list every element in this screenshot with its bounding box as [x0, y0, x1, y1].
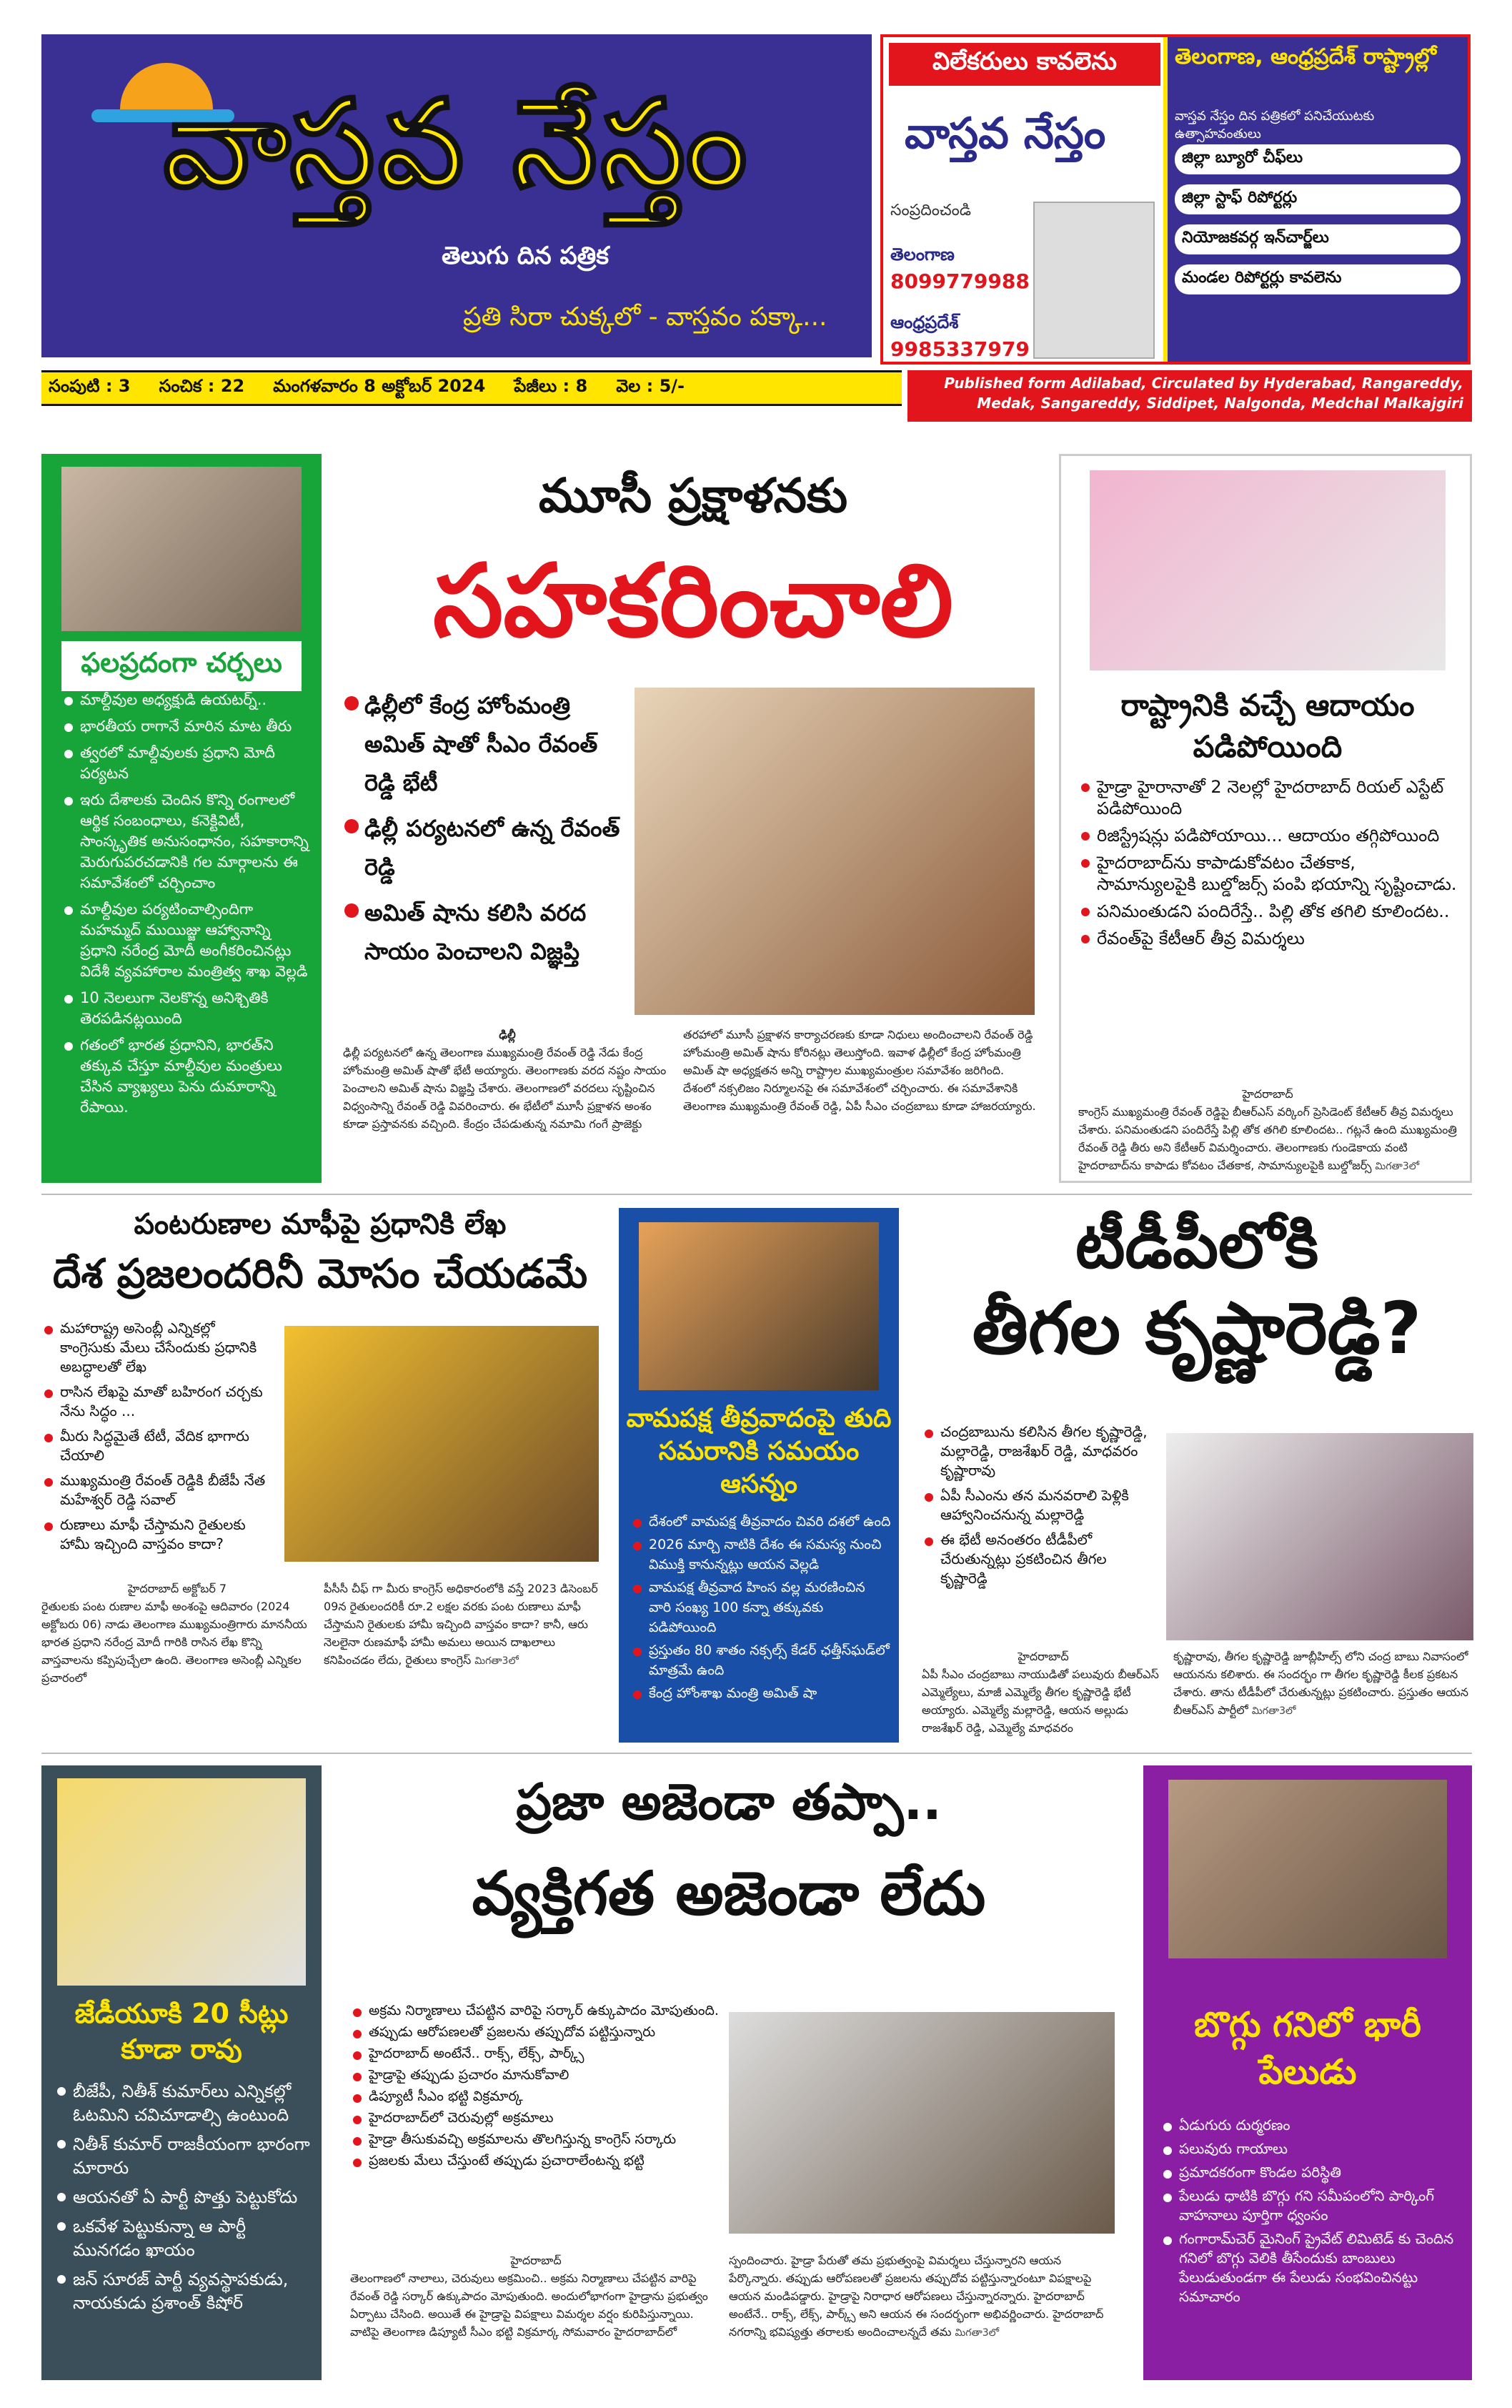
- newspaper-subtitle: తెలుగు దిన పత్రిక: [442, 242, 609, 270]
- prashant-kishor-photo: [57, 1778, 306, 1986]
- list-item: ఢిల్లీ పర్యటనలో ఉన్న రేవంత్ రెడ్డి: [343, 809, 629, 886]
- ad-header: విలేకరులు కావలెను: [889, 43, 1160, 86]
- body-text: రైతులకు పంట రుణాల మాఫీ అంశంపై ఆదివారం (2024 అక్టోబరు 06) నాడు తెలంగాణ ముఖ్యమంత్రిగారు మాననీయ భారత ప్రధాని నరేంద్ర మోదీ గారికి రాసిన లేఖ కొన్ని వాస్తవాలను కప్పిపుచ్చేలా ఉంది. తెలంగాణ అసెంబ్లీ ఎన్నికల ప్రచారంలో: [41, 1600, 307, 1685]
- list-item: హైడ్రా తీసుకువచ్చి అక్రమాలను తొలగిస్తున్న కాంగ్రెస్ సర్కారు: [350, 2130, 722, 2149]
- list-item: తప్పుడు ఆరోపణలతో ప్రజలను తప్పుదోవ పట్టిస్తున్నారు: [350, 2023, 722, 2041]
- list-item: జిల్లా బ్యూరో చీఫ్‌లు: [1175, 144, 1461, 174]
- story-body-col2: [324, 1580, 599, 1670]
- dateline: హైదరాబాద్: [510, 2254, 562, 2267]
- bhatti-kicker: ప్రజా అజెండా తప్పా..: [516, 1773, 942, 1831]
- story-title: రాష్ట్రానికి వచ్చే ఆదాయం పడిపోయింది: [1120, 688, 1415, 764]
- ktr-story-box: [1059, 454, 1472, 1183]
- list-item: త్వరలో మాల్దీవులకు ప్రధాని మోదీ పర్యటన: [61, 743, 309, 784]
- story-bullets: [630, 1512, 891, 1706]
- list-item: గంగారామ్‌చెర్ మైనింగ్ ప్రైవేట్ లిమిటెడ్ కు చెందిన గనిలో బొగ్గు వెలికి తీసేందుకు బాంబులు పేలుడుతుండగా ఈ పేలుడు సంభవించినట్టు సమాచారం: [1160, 2229, 1461, 2307]
- list-item: ముఖ్యమంత్రి రేవంత్ రెడ్డికి బీజేపీ నేత మహేశ్వర్ రెడ్డి సవాల్: [41, 1471, 270, 1510]
- list-item: ఇరు దేశాలకు చెందిన కొన్ని రంగాలలో ఆర్థిక సంబంధాలు, కనెక్టివిటీ, సాంస్కృతిక అనుసంధానం, సహకారాన్ని మెరుగుపరచడానికి గల మార్గాలను ఈ సమావేశంలో చర్చించాం: [61, 790, 309, 893]
- list-item: రాసిన లేఖపై మాతో బహిరంగ చర్చకు నేను సిద్ధం ...: [41, 1382, 270, 1421]
- list-item: ప్రజలకు మేలు చేస్తుంటే తప్పుడు ప్రచారాలేంటన్న భట్టి: [350, 2151, 722, 2170]
- list-item: హైడ్రా హైరానాతో 2 నెలల్లో హైదరాబాద్ రియల్ ఎస్టేట్ పడిపోయింది: [1078, 776, 1457, 819]
- list-item: భారతీయ రాగానే మారిన మాట తీరు: [61, 716, 309, 737]
- ad-telangana-label: తెలంగాణ: [890, 244, 955, 264]
- issue-info-bar: [41, 370, 902, 406]
- maheshwar-reddy-photo: [284, 1326, 599, 1562]
- pages: పేజీలు : 8: [514, 376, 588, 396]
- story-title: జేడీయూకి 20 సీట్లు కూడా రావు: [74, 1998, 289, 2065]
- story-bullets: [1160, 2116, 1461, 2311]
- list-item: హైదరాబాద్‌లో చెరువుల్లో అక్రమాలు: [350, 2109, 722, 2127]
- story-body-col2: [729, 2251, 1115, 2342]
- lead-headline: సహకరించాలి: [432, 543, 953, 660]
- list-item: నితీశ్ కుమార్ రాజకీయంగా భారంగా మారారు: [54, 2133, 312, 2180]
- body-text: పీసీసీ చీఫ్ గా మీరు కాంగ్రెస్ అధికారంలోకి వస్తే 2023 డిసెంబర్ 09న రైతులందరికీ రూ.2 లక్షల వరకు పంట రుణాలు మాఫీ చేస్తామని రైతులకు హామీ ఇచ్చింది వాస్తవం కాదా? కానీ, ఆరు నెలలైనా రుణమాఫీ హామీ అమలు అయిన దాఖలాలు కనిపించడం లేదు, రైతులు కాంగ్రెస్: [324, 1582, 598, 1667]
- story-bullets: [41, 1319, 270, 1560]
- revanth-amitshah-photo: [635, 688, 1035, 1015]
- body-text: ఏపీ సీఎం చంద్రబాబు నాయుడితో పలువురు బీఆర్ఎస్ ఎమ్మెల్యేలు, మాజీ ఎమ్మెల్యే తీగల కృష్ణారెడ్డి భేటీ అయ్యారు. ఎమ్మెల్యే మల్లారెడ్డి, ఆయన అల్లుడు రాజశేఖర్ రెడ్డి, ఎమ్మెల్యే మాధవరం: [922, 1668, 1159, 1735]
- story-bullets: [1078, 776, 1457, 955]
- continued-label[interactable]: మిగతా3లో: [1375, 1161, 1420, 1172]
- dateline: హైదరాబాద్ అక్టోబర్ 7: [127, 1582, 227, 1595]
- body-text: తెలంగాణలో నాలాలు, చెరువులు అక్రమించి.. అక్రమ నిర్మాణాలు చేపట్టిన వారిపై రేవంత్ రెడ్డి సర్కార్ ఉక్కుపాదం మోపుతుంది. అందులోభాగంగా హైడ్రాను ప్రభుత్వం ఏర్పాటు చేసింది. అయితే ఈ హైడ్రాపై విపక్షాలు విమర్శల వర్షం కురిపిస్తున్నాయి. వాటిపై తెలంగాణ డిప్యూటీ సీఎం భట్టి విక్రమార్క సోమవారం హైదరాబాద్‌లో: [350, 2271, 708, 2339]
- ad-contact-label: సంప్రదించండి: [890, 202, 972, 219]
- body-text: ఢిల్లీ పర్యటనలో ఉన్న తెలంగాణ ముఖ్యమంత్రి రేవంత్ రెడ్డి నేడు కేంద్ర హోంమంత్రి అమిత్ షాతో భేటీ అయ్యారు. తెలంగాణకు వరద నష్టం సాయం పెంచాలని అమిత్ షాను విజ్ఞప్తి చేశారు. తెలంగాణలో వరదలు సృష్టించిన విధ్వంసాన్ని రేవంత్ రెడ్డి వివరించారు. ఈ భేటీలో మూసీ ప్రక్షాళన అంశం కూడా ప్రస్తావనకు వచ్చింది. కేంద్రం చేపడుతున్న నమామి గంగే ప్రాజెక్టు: [343, 1046, 667, 1131]
- list-item: ప్రమాదకరంగా కొండల పరిస్థితి: [1160, 2163, 1461, 2182]
- story-headline: తీగల కృష్ణారెడ్డి?: [972, 1287, 1422, 1370]
- issue: సంచిక : 22: [159, 376, 245, 396]
- story-bullets: [54, 2080, 312, 2321]
- list-item: బీజేపీ, నితీశ్ కుమార్‌లు ఎన్నికల్లో ఓటమిని చవిచూడాల్సి ఉంటుంది: [54, 2080, 312, 2127]
- list-item: పేలుడు ధాటికి బొగ్గు గని సమీపంలోని పార్కింగ్ వాహనాలు పూర్తిగా ధ్వంసం: [1160, 2186, 1461, 2225]
- list-item: హైడ్రాపై తప్పుడు ప్రచారం మానుకోవాలి: [350, 2066, 722, 2084]
- dateline: హైదరాబాద్: [1018, 1650, 1069, 1663]
- list-item: మహారాష్ట్ర అసెంబ్లీ ఎన్నికల్లో కాంగ్రెసుకు మేలు చేసేందుకు ప్రధానికి అబద్ధాలతో లేఖ: [41, 1319, 270, 1377]
- list-item: దేశంలో వామపక్ష తీవ్రవాదం చివరి దశలో ఉంది: [630, 1512, 891, 1532]
- dateline: హైదరాబాద్: [1242, 1087, 1293, 1101]
- divider: [41, 1194, 1472, 1195]
- list-item: కేంద్ర హోంశాఖ మంత్రి అమిత్ షా: [630, 1683, 891, 1703]
- list-item: పనిమంతుడని పందిరేస్తే.. పిల్లి తోక తగిలి కూలిందట..: [1078, 901, 1457, 922]
- ad-right-panel: [1168, 37, 1468, 362]
- list-item: మాల్దీవుల అధ్యక్షుడి ఉయటర్న్..: [61, 690, 309, 710]
- body-text: కృష్ణారావు, తీగల కృష్ణారెడ్డి జూబ్లీహిల్స్ లోని చంద్ర బాబు నివాసంలో ఆయనను కలిశారు. ఈ సందర్భం గా తీగల కృష్ణారెడ్డి కీలక ప్రకటన చేశారు. తాను టీడీపీలో చేరుతున్నట్లు ప్రకటించారు. ప్రస్తుతం ఆయన బీఆర్ఎస్ పార్టీలో: [1173, 1650, 1468, 1717]
- ad-andhra-phone: 9985337979: [890, 337, 1030, 361]
- bhatti-headline: వ్యక్తిగత అజెండా లేదు: [472, 1858, 986, 1928]
- naxal-story-box: [619, 1208, 899, 1743]
- newspaper-title: వాస్తవ నేస్తం: [163, 74, 750, 215]
- story-bullets: [61, 690, 309, 1124]
- coal-mine-photo: [1168, 1780, 1447, 1958]
- story-title: వామపక్ష తీవ్రవాదంపై తుది సమరానికి సమయం ఆసన్నం: [626, 1404, 892, 1499]
- story-body-col1: [41, 1580, 313, 1687]
- list-item: అక్రమ నిర్మాణాలు చేపట్టిన వారిపై సర్కార్ ఉక్కుపాదం మోపుతుంది.: [350, 2001, 722, 2020]
- story-body-col2: [1173, 1648, 1473, 1720]
- lead-body-col1: [343, 1026, 672, 1133]
- list-item: ఆయనతో ఏ పార్టీ పొత్తు పెట్టుకోదు: [54, 2186, 312, 2209]
- list-item: అమిత్ షాను కలిసి వరద సాయం పెంచాలని విజ్ఞప్తి: [343, 893, 629, 971]
- divider: [41, 1753, 1472, 1754]
- ad-left-panel: [883, 37, 1163, 362]
- list-item: మీరు సిద్ధమైతే టేటీ, వేదిక భాగారు చేయాలి: [41, 1427, 270, 1465]
- date: మంగళవారం 8 అక్టోబర్ 2024: [273, 376, 486, 396]
- story-bullets: [350, 2001, 722, 2173]
- newspaper-tagline: ప్రతి సిరా చుక్కలో - వాస్తవం పక్కా...: [463, 302, 827, 332]
- lead-kicker: మూసీ ప్రక్షాళనకు: [538, 468, 848, 523]
- ad-andhra-label: ఆంధ్రప్రదేశ్: [890, 312, 959, 332]
- list-item: జన్ సూరజ్ పార్టీ వ్యవస్థాపకుడు, నాయకుడు ప్రశాంత్ కిషోర్: [54, 2268, 312, 2315]
- lead-bullets: [343, 686, 629, 978]
- ad-logo: వాస్తవ నేస్తం: [905, 109, 1106, 159]
- ad-right-title: తెలంగాణ, ఆంధ్రప్రదేశ్ రాష్ట్రాల్లో: [1175, 44, 1437, 69]
- continued-label[interactable]: మిగతా3లో: [474, 1655, 519, 1667]
- list-item: 10 నెలలుగా నెలకొన్న అనిశ్చితికి తెరపడినట్లయింది: [61, 988, 309, 1029]
- continued-label[interactable]: మిగతా3లో: [955, 2327, 1000, 2339]
- list-item: ఏపీ సీఎంను తన మనవరాలి పెళ్లికి ఆహ్వానించనున్న మల్లారెడ్డి: [922, 1486, 1150, 1525]
- volume: సంపుటి : 3: [49, 376, 131, 396]
- coal-mine-box: [1143, 1765, 1472, 2380]
- maldives-story-box: [41, 454, 322, 1183]
- continued-label[interactable]: మిగతా3లో: [1251, 1705, 1296, 1717]
- story-kicker: టీడీపీలోకి: [1075, 1208, 1319, 1283]
- ad-positions-list: [1175, 144, 1461, 304]
- list-item: ఏడుగురు దుర్మరణం: [1160, 2116, 1461, 2135]
- list-item: మాల్దీవుల పర్యటించాల్సిందిగా మహమ్మద్ ముయిజ్జు ఆహ్వానాన్ని ప్రధాని నరేంద్ర మోదీ అంగీకరించినట్లు విదేశీ వ్యవహారాల మంత్రిత్వ శాఖ వెల్లడి: [61, 899, 309, 982]
- list-item: హైదరాబాద్ అంటేనే.. రాక్స్, లేక్స్, పార్క్స్: [350, 2044, 722, 2063]
- story-title: బొగ్గు గనిలో భారీ పేలుడు: [1194, 2005, 1421, 2092]
- modi-muizzu-photo: [61, 467, 302, 631]
- list-item: ప్రస్తుతం 80 శాతం నక్సల్స్ కేడర్ ఛత్తీస్‌ఘడ్‌లో మాత్రమే ఉంది: [630, 1640, 891, 1680]
- story-title: ఫలప్రదంగా చర్చలు: [61, 641, 302, 691]
- story-bullets: [922, 1422, 1150, 1594]
- story-body: [1078, 1085, 1457, 1176]
- list-item: జిల్లా స్టాఫ్ రిపోర్టర్లు: [1175, 184, 1461, 214]
- list-item: వామపక్ష తీవ్రవాద హింస వల్ల మరణించిన వారి సంఖ్య 100 కన్నా తక్కువకు పడిపోయింది: [630, 1577, 891, 1637]
- body-text: స్పందించారు. హైడ్రా పేరుతో తమ ప్రభుత్వంపై విమర్శలు చేస్తున్నారని ఆయన పేర్కొన్నారు. తప్పుడు ఆరోపణలతో ప్రజలను తప్పుదోవ పట్టిస్తున్నారంటూ విపక్షాలపై ఆయన మండిపడ్డారు. హైడ్రాపై నిరాధార ఆరోపణలు చేస్తున్నారన్నారు. హైదరాబాద్ అంటేనే.. రాక్స్, లేక్స్, పార్క్స్ అని ఆయన ఈ సందర్భంగా అభివర్ణించారు. హైదరాబాద్ నగరాన్ని భవిష్యత్తు తరాలకు అందించాలన్నదే తమ: [729, 2254, 1104, 2339]
- list-item: రిజిస్ట్రేషన్లు పడిపోయాయి... ఆదాయం తగ్గిపోయింది: [1078, 825, 1457, 846]
- price: వెల : 5/-: [616, 376, 685, 396]
- list-item: పలువురు గాయాలు: [1160, 2139, 1461, 2159]
- list-item: ఈ భేటీ అనంతరం టీడీపీలో చేరుతున్నట్లు ప్రకటించిన తీగల కృష్ణారెడ్డి: [922, 1530, 1150, 1588]
- list-item: ఒకవేళ పెట్టుకున్నా ఆ పార్టీ మునగడం ఖాయం: [54, 2215, 312, 2262]
- ad-telangana-phone: 8099779988: [890, 269, 1030, 293]
- ktr-photo: [1090, 470, 1446, 670]
- lead-body-col2: తరహాలో మూసీ ప్రక్షాళన కార్యాచరణకు కూడా నిధులు అందించాలని రేవంత్ రెడ్డి హోంమంత్రి అమిత్ షాను కోరినట్లు తెలుస్తోంది. ఇవాళ ఢిల్లీలో కేంద్ర హోంమంత్రి అమిత్ షా అధ్యక్షతన అన్ని రాష్ట్రాల ముఖ్యమంత్రుల సమావేశం జరిగింది. దేశంలో నక్సలిజం నిర్మూలనపై ఈ సమావేశంలో చర్చించారు. ఈ సమావేశానికి తెలంగాణ ముఖ్యమంత్రి రేవంత్ రెడ్డి, ఏపీ సీఎం చంద్రబాబు కూడా హాజరయ్యారు.: [683, 1028, 1036, 1113]
- list-item: గతంలో భారత ప్రధానిని, భారత్‌ని తక్కువ చేస్తూ మాల్దీవుల మంత్రులు చేసిన వ్యాఖ్యలు పెను దుమారాన్ని రేపాయి.: [61, 1035, 309, 1118]
- dateline: ఢిల్లీ: [499, 1028, 516, 1041]
- newspaper-thumbnail: [1033, 202, 1155, 359]
- list-item: హైదరాబాద్‌ను కాపాడుకోవటం చేతకాక, సామాన్యులపైకి బుల్డోజర్స్ పంపి భయాన్ని సృష్టించాడు.: [1078, 852, 1457, 895]
- recruitment-ad: [880, 34, 1471, 365]
- amit-shah-photo: [639, 1222, 879, 1390]
- list-item: ఢిల్లీలో కేంద్ర హోంమంత్రి అమిత్ షాతో సీఎం రేవంత్ రెడ్డి భేటీ: [343, 686, 629, 802]
- prashant-kishor-box: [41, 1765, 322, 2380]
- story-body-col1: [350, 2251, 722, 2341]
- ad-right-desc: వాస్తవ నేస్తం దిన పత్రికలో పనిచేయుటకు ఉత్సాహవంతులు: [1175, 109, 1375, 142]
- publication-info: Published form Adilabad, Circulated by Hyderabad, Rangareddy, Medak, Sangareddy, Siddipet, Nalgonda, Medchal Malkajgiri: [907, 370, 1472, 422]
- list-item: డిప్యూటీ సీఎం భట్టి విక్రమార్క: [350, 2087, 722, 2106]
- list-item: చంద్రబాబును కలిసిన తీగల కృష్ణారెడ్డి, మల్లారెడ్డి, రాజశేఖర్ రెడ్డి, మాధవరం కృష్ణారావు: [922, 1422, 1150, 1480]
- masthead: [41, 34, 872, 357]
- story-kicker: పంటరుణాల మాఫీపై ప్రధానికి లేఖ: [134, 1208, 507, 1241]
- list-item: మండల రిపోర్టర్లు కావలెను: [1175, 264, 1461, 294]
- list-item: రేవంత్‌పై కేటీఆర్ తీవ్ర విమర్శలు: [1078, 928, 1457, 949]
- list-item: నియోజకవర్గ ఇన్‌చార్జ్‌లు: [1175, 224, 1461, 254]
- chandrababu-meeting-photo: [1166, 1433, 1473, 1640]
- list-item: 2026 మార్చి నాటికి దేశం ఈ సమస్య నుంచి విముక్తి కానున్నట్లు ఆయన వెల్లడి: [630, 1535, 891, 1575]
- story-body-col1: [922, 1648, 1165, 1737]
- bhatti-vikramarka-photo: [729, 2012, 1115, 2234]
- list-item: రుణాలు మాఫీ చేస్తామని రైతులకు హామీ ఇచ్చింది వాస్తవం కాదా?: [41, 1515, 270, 1554]
- story-headline: దేశ ప్రజలందరినీ మోసం చేయడమే: [52, 1251, 588, 1297]
- body-text: కాంగ్రెస్ ముఖ్యమంత్రి రేవంత్ రెడ్డిపై బీఆర్ఎస్ వర్కింగ్ ప్రెసిడెంట్ కేటీఆర్ తీవ్ర విమర్శలు చేశారు. పనిమంతుడని పందిరేస్తే పిల్లి తోక తగిలి కూలిందట.. గట్లనే ఉంది ముఖ్యమంత్రి రేవంత్ రెడ్డి తీరు అని కేటీఆర్ విమర్శించారు. తెలంగాణకు గుండెకాయ వంటి హైదరాబాద్‌ను కాపాడు కోవటం చేతకాక, సామాన్యులపైకి బుల్డోజర్స్: [1078, 1105, 1457, 1172]
